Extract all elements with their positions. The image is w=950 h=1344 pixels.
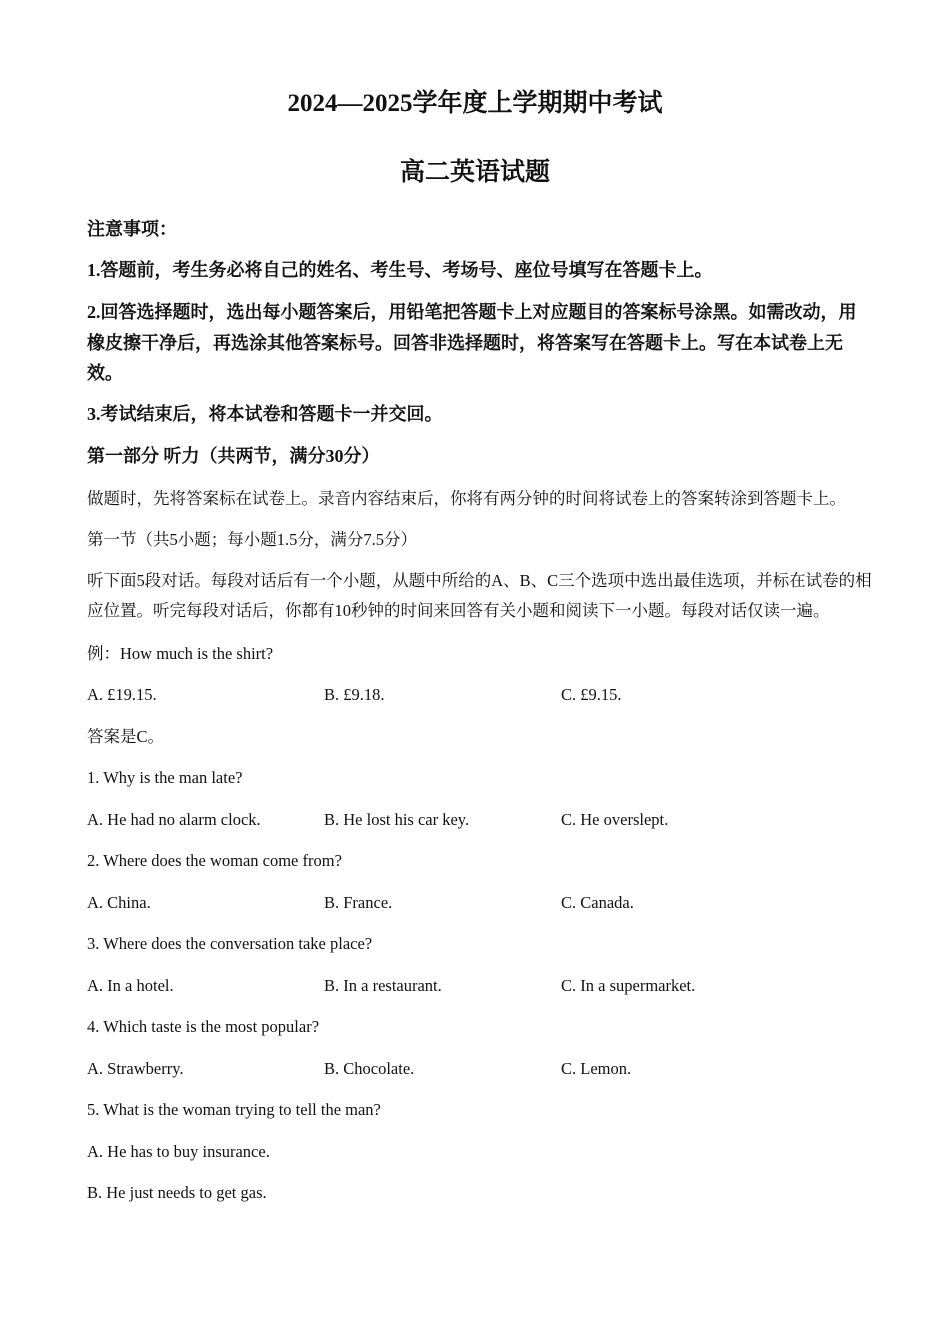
- question-4: 4. Which taste is the most popular?: [87, 1017, 320, 1036]
- question-4-option-b: B. Chocolate.: [324, 1059, 415, 1078]
- notice-heading: 注意事项：: [87, 219, 177, 239]
- example-question: 例：How much is the shirt?: [87, 644, 274, 663]
- question-2-option-b: B. France.: [324, 893, 393, 912]
- example-option-b: B. £9.18.: [324, 685, 385, 704]
- part1-instruction: 做题时，先将答案标在试卷上。录音内容结束后，你将有两分钟的时间将试卷上的答案转涂到答题卡上。: [87, 489, 846, 508]
- question-2-option-a: A. China.: [87, 893, 151, 912]
- subject-title: 高二英语试题: [399, 159, 550, 186]
- question-1: 1. Why is the man late?: [87, 768, 243, 787]
- part1-heading: 第一部分 听力（共两节，满分30分）: [87, 446, 380, 466]
- question-4-option-c: C. Lemon.: [561, 1059, 632, 1078]
- notice-item-3: 3.考试结束后，将本试卷和答题卡一并交回。: [87, 404, 443, 424]
- example-option-c: C. £9.15.: [561, 685, 622, 704]
- question-3-option-a: A. In a hotel.: [87, 976, 174, 995]
- question-2: 2. Where does the woman come from?: [87, 851, 342, 870]
- question-5: 5. What is the woman trying to tell the man?: [87, 1100, 381, 1119]
- example-answer: 答案是C。: [87, 727, 165, 746]
- question-1-option-a: A. He had no alarm clock.: [87, 810, 261, 829]
- question-1-option-c: C. He overslept.: [561, 810, 669, 829]
- notice-item-2: 2.回答选择题时，选出每小题答案后，用铅笔把答题卡上对应题目的答案标号涂黑。如需改动，用橡皮擦干净后，再选涂其他答案标号。回答非选择题时，将答案写在答题卡上。写在本试卷上无效。: [87, 302, 857, 383]
- example-option-a: A. £19.15.: [87, 685, 157, 704]
- question-3: 3. Where does the conversation take place?: [87, 934, 373, 953]
- question-1-option-b: B. He lost his car key.: [324, 810, 470, 829]
- question-3-option-b: B. In a restaurant.: [324, 976, 442, 995]
- question-2-option-c: C. Canada.: [561, 893, 634, 912]
- section1-heading: 第一节（共5小题；每小题1.5分，满分7.5分）: [87, 530, 417, 549]
- question-3-option-c: C. In a supermarket.: [561, 976, 696, 995]
- question-5-option-b: B. He just needs to get gas.: [87, 1183, 267, 1202]
- question-5-option-a: A. He has to buy insurance.: [87, 1142, 270, 1161]
- notice-item-1: 1.答题前，考生务必将自己的姓名、考生号、考场号、座位号填写在答题卡上。: [87, 260, 713, 280]
- exam-title: 2024—2025学年度上学期期中考试: [287, 90, 663, 117]
- section1-instruction: 听下面5段对话。每段对话后有一个小题，从题中所给的A、B、C三个选项中选出最佳选项，并标在试卷的相应位置。听完每段对话后，你都有10秒钟的时间来回答有关小题和阅读下一小题。每段对话仅读一遍。: [87, 571, 872, 620]
- question-4-option-a: A. Strawberry.: [87, 1059, 184, 1078]
